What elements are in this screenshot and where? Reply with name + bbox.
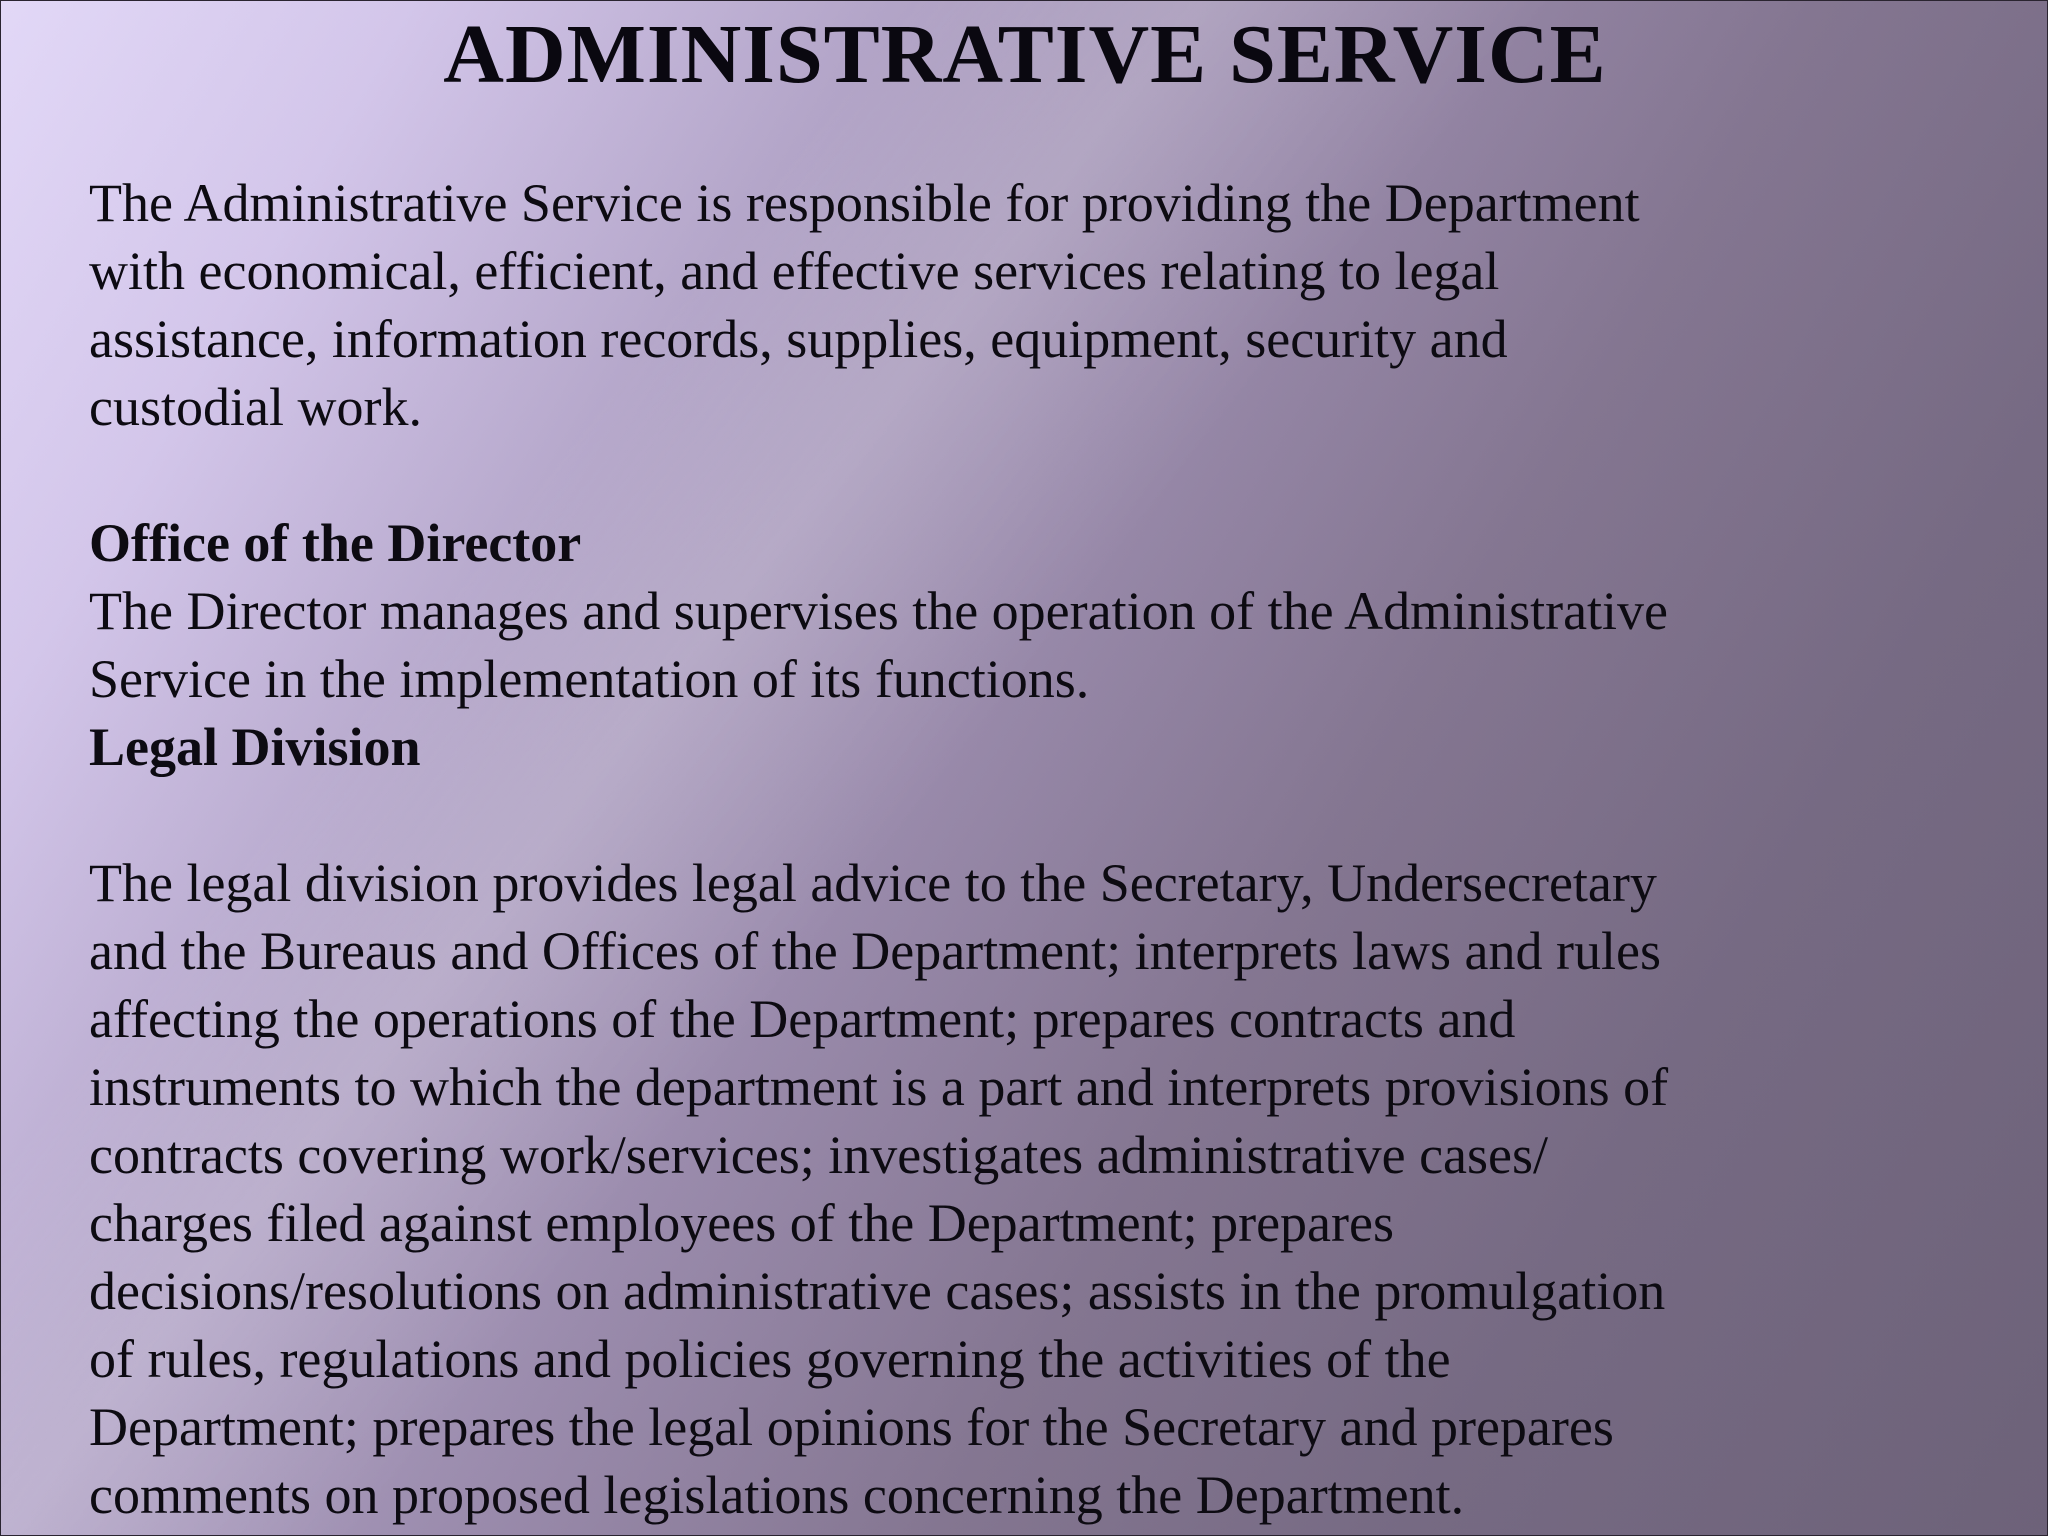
intro-line: assistance, information records, supplies, equipment, security and — [89, 309, 1508, 369]
legal-line: of rules, regulations and policies governing the activities of the — [89, 1329, 1451, 1389]
intro-line: custodial work. — [89, 377, 422, 437]
legal-line: comments on proposed legislations concerning the Department. — [89, 1465, 1465, 1525]
intro-paragraph — [89, 169, 2029, 441]
director-paragraph — [89, 577, 2029, 713]
legal-line: affecting the operations of the Department; prepares contracts and — [89, 989, 1516, 1049]
legal-line: and the Bureaus and Offices of the Department; interprets laws and rules — [89, 921, 1661, 981]
legal-line: charges filed against employees of the Department; prepares — [89, 1193, 1394, 1253]
slide-body — [89, 169, 2029, 1529]
legal-line: contracts covering work/services; investigates administrative cases/ — [89, 1125, 1549, 1185]
legal-line: Department; prepares the legal opinions for the Secretary and prepares — [89, 1397, 1614, 1457]
director-heading: Office of the Director — [89, 513, 582, 573]
legal-paragraph — [89, 849, 2029, 1529]
legal-line: The legal division provides legal advice to the Secretary, Undersecretary — [89, 853, 1657, 913]
spacer — [89, 781, 2029, 849]
legal-line: instruments to which the department is a part and interprets provisions of — [89, 1057, 1669, 1117]
legal-line: decisions/resolutions on administrative cases; assists in the promulgation — [89, 1261, 1666, 1321]
director-line: Service in the implementation of its functions. — [89, 649, 1090, 709]
legal-heading: Legal Division — [89, 717, 421, 777]
director-line: The Director manages and supervises the operation of the Administrative — [89, 581, 1669, 641]
slide-title: ADMINISTRATIVE SERVICE — [443, 8, 1607, 101]
intro-line: The Administrative Service is responsible for providing the Department — [89, 173, 1640, 233]
spacer — [89, 441, 2029, 509]
intro-line: with economical, efficient, and effective services relating to legal — [89, 241, 1500, 301]
